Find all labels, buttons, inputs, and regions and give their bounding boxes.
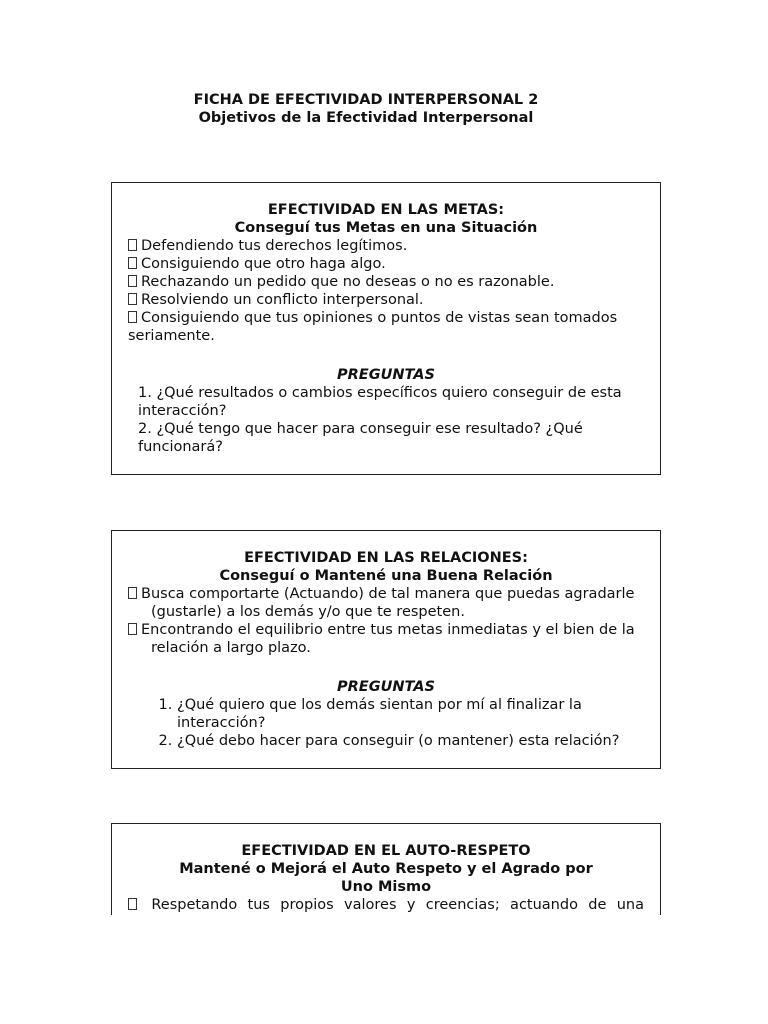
relations-questions-list bbox=[128, 696, 644, 750]
self-respect-subheading: Mantené o Mejorá el Auto Respeto y el Agrado por Uno Mismo bbox=[179, 861, 593, 895]
relations-bullet: Busca comportarte (Actuando) de tal manera que puedas agradarle (gustarle) a los demás y/o que te respeten. bbox=[128, 585, 644, 621]
relations-questions-heading: PREGUNTAS bbox=[337, 679, 435, 695]
goals-bullet: Defendiendo tus derechos legítimos. bbox=[128, 237, 644, 255]
bullet-square-icon bbox=[128, 311, 137, 323]
goals-question: 1. ¿Qué resultados o cambios específicos quiero conseguir de esta interacción? bbox=[138, 385, 622, 419]
bullet-square-icon bbox=[128, 257, 137, 269]
bullet-square-icon bbox=[128, 275, 137, 287]
goals-questions-heading: PREGUNTAS bbox=[337, 367, 435, 383]
bullet-square-icon bbox=[128, 293, 137, 305]
goals-bullet: Consiguiendo que otro haga algo. bbox=[128, 255, 644, 273]
goals-bullet: Resolviendo un conflicto interpersonal. bbox=[128, 291, 644, 309]
document-title-line2: Objetivos de la Efectividad Interpersonal bbox=[198, 110, 534, 126]
relations-box bbox=[111, 530, 661, 769]
bullet-square-icon bbox=[128, 239, 137, 251]
relations-question: 1. ¿Qué quiero que los demás sientan por mí al finalizar la interacción? bbox=[177, 696, 644, 732]
relations-subheading: Conseguí o Mantené una Buena Relación bbox=[219, 568, 553, 584]
document-title-line1: FICHA DE EFECTIVIDAD INTERPERSONAL 2 bbox=[193, 92, 539, 108]
goals-bullet: Rechazando un pedido que no deseas o no es razonable. bbox=[128, 273, 644, 291]
self-respect-bullet: Respetando tus propios valores y creencias; actuando de una bbox=[128, 896, 644, 914]
relations-question: 2. ¿Qué debo hacer para conseguir (o mantener) esta relación? bbox=[177, 732, 644, 750]
goals-heading: EFECTIVIDAD EN LAS METAS: bbox=[267, 202, 505, 218]
document-title bbox=[0, 91, 732, 127]
goals-box bbox=[111, 182, 661, 475]
goals-subheading: Conseguí tus Metas en una Situación bbox=[234, 220, 538, 236]
self-respect-heading: EFECTIVIDAD EN EL AUTO-RESPETO bbox=[241, 843, 531, 859]
bullet-square-icon bbox=[128, 623, 137, 635]
self-respect-box bbox=[111, 823, 661, 915]
bullet-square-icon bbox=[128, 587, 137, 599]
relations-bullet: Encontrando el equilibrio entre tus metas inmediatas y el bien de la relación a largo plazo. bbox=[128, 621, 644, 657]
relations-heading: EFECTIVIDAD EN LAS RELACIONES: bbox=[244, 550, 528, 566]
bullet-square-icon bbox=[128, 898, 137, 910]
goals-question: 2. ¿Qué tengo que hacer para conseguir ese resultado? ¿Qué funcionará? bbox=[138, 421, 583, 455]
goals-bullet: Consiguiendo que tus opiniones o puntos de vistas sean tomados seriamente. bbox=[128, 310, 618, 344]
